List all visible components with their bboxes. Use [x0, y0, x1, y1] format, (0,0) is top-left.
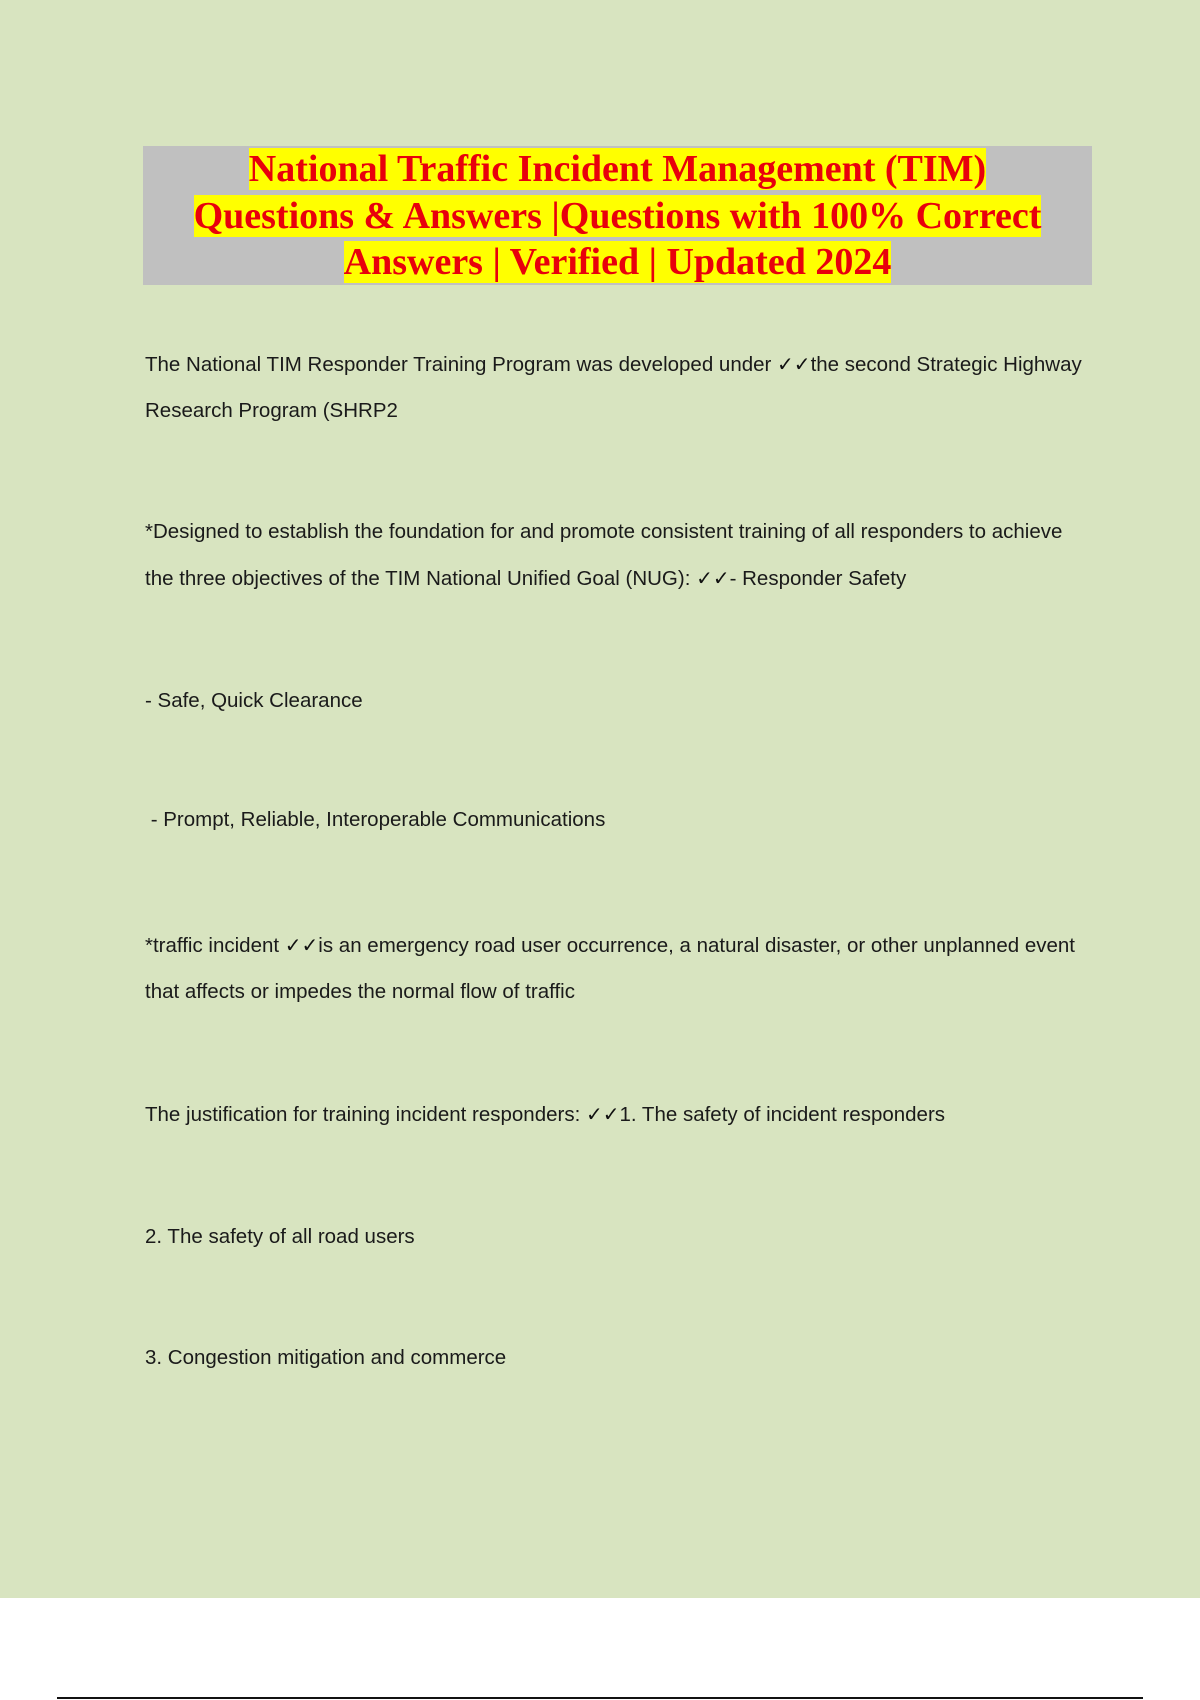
checkmark-icon: ✓✓ [777, 352, 811, 376]
list-item [145, 678, 1095, 724]
answer-text: - Safe, Quick Clearance [145, 689, 363, 712]
checkmark-icon: ✓✓ [696, 566, 730, 590]
document-title [143, 146, 1092, 286]
answer-text: 2. The safety of all road users [145, 1225, 415, 1248]
question-text: The justification for training incident responders: [145, 1103, 586, 1126]
qa-item-1 [145, 341, 1095, 434]
answer-text: is an emergency road user occurrence, a natural disaster, or other unplanned event that affects or impedes the normal flow of traffic [145, 934, 1075, 1003]
list-item [145, 797, 1095, 843]
qa-item-3 [145, 922, 1095, 1015]
list-item [145, 1214, 1095, 1260]
question-text: *Designed to establish the foundation for and promote consistent training of all responders to achieve the three objectives of the TIM National Unified Goal (NUG): [145, 520, 1063, 590]
answer-text: the second Strategic Highway Research Program (SHRP2 [145, 353, 1082, 422]
checkmark-icon: ✓✓ [284, 933, 319, 957]
title-line-2: Questions & Answers |Questions with 100% Correct [193, 194, 1042, 237]
qa-item-2 [145, 509, 1095, 602]
question-text: The National TIM Responder Training Program was developed under [145, 353, 778, 376]
list-item [145, 1335, 1095, 1381]
answer-text: - Responder Safety [729, 567, 907, 590]
checkmark-icon: ✓✓ [585, 1102, 620, 1126]
answer-text: - Prompt, Reliable, Interoperable Communications [145, 808, 606, 831]
answer-text: 1. The safety of incident responders [619, 1103, 946, 1126]
question-text: *traffic incident [145, 934, 285, 957]
answer-text: 3. Congestion mitigation and commerce [145, 1346, 507, 1369]
qa-item-4 [145, 1091, 1095, 1138]
title-line-1: National Traffic Incident Management (TIM) [248, 148, 987, 190]
footer-divider [57, 1697, 1143, 1699]
title-line-3: Answers | Verified | Updated 2024 [343, 241, 892, 283]
